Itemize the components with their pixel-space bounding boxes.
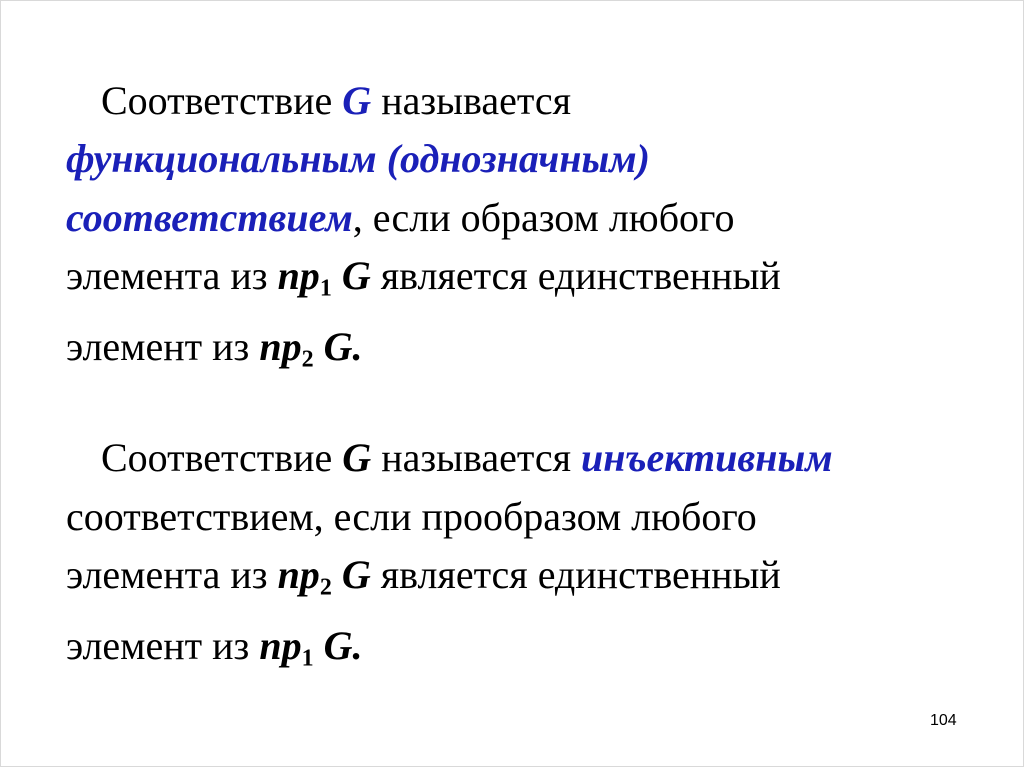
text-element-from: элемент из [66, 623, 250, 669]
page-number: 104 [930, 712, 957, 729]
symbol-g: G [342, 435, 372, 481]
period: . [352, 324, 363, 370]
text-element-from: элемента из [66, 253, 268, 299]
text-is-unique: является единственный [380, 552, 781, 598]
projection-index: 2 [319, 575, 332, 601]
symbol-g: G [341, 253, 371, 299]
text-element-from: элемент из [66, 324, 250, 370]
projection-pr2 [277, 552, 332, 601]
symbol-g: G [342, 78, 372, 123]
text-element-from: элемента из [66, 552, 268, 598]
text-correspondence: Соответствие [101, 435, 333, 481]
projection-pr1 [259, 623, 314, 673]
text-if-preimage: соответствием, если прообразом любого [66, 493, 757, 539]
symbol-g: G [323, 324, 353, 370]
projection-pr1 [277, 253, 332, 302]
projection-label: пр [259, 324, 302, 370]
definition-injective [66, 429, 966, 688]
period: . [352, 623, 363, 669]
symbol-g: G [323, 623, 353, 669]
text-correspondence: Соответствие [101, 78, 333, 123]
projection-label: пр [277, 253, 320, 299]
text-is-called: называется [381, 78, 572, 123]
term-correspondence: соответствием [66, 194, 353, 240]
projection-index: 2 [301, 347, 314, 374]
projection-index: 1 [301, 646, 314, 673]
projection-index: 1 [319, 275, 332, 302]
projection-pr2 [259, 324, 314, 374]
term-functional: функциональным (однозначным) [66, 136, 650, 182]
text-is-unique: является единственный [380, 253, 781, 299]
projection-label: пр [259, 623, 302, 669]
symbol-g: G [341, 552, 371, 598]
term-injective: инъективным [581, 435, 833, 481]
definition-functional [66, 72, 966, 389]
slide-content [66, 72, 966, 689]
projection-label: пр [277, 552, 320, 598]
text-if-image: , если образом любого [352, 194, 735, 240]
text-is-called: называется [381, 435, 572, 481]
